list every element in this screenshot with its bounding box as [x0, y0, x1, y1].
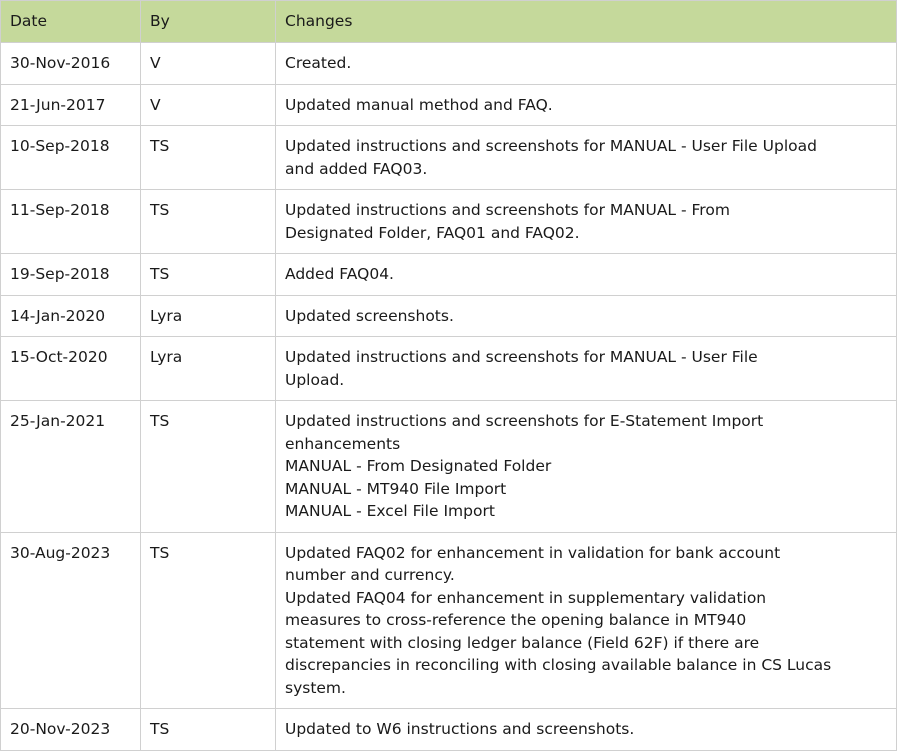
cell-by: V [141, 84, 276, 126]
cell-by: Lyra [141, 295, 276, 337]
cell-changes [276, 126, 897, 190]
cell-by: TS [141, 401, 276, 533]
cell-date: 30-Aug-2023 [1, 532, 141, 709]
table-row [1, 84, 897, 126]
change-line: enhancements [285, 434, 401, 453]
cell-by: TS [141, 532, 276, 709]
cell-changes [276, 190, 897, 254]
cell-date: 21-Jun-2017 [1, 84, 141, 126]
change-line: Updated instructions and screenshots for MANUAL - User File [285, 348, 758, 366]
change-line: Updated FAQ04 for enhancement in supplementary validation [285, 588, 767, 607]
change-line: discrepancies in reconciling with closing available balance in CS Lucas [285, 656, 832, 674]
cell-changes [276, 43, 897, 85]
cell-by: TS [141, 709, 276, 751]
cell-date: 10-Sep-2018 [1, 126, 141, 190]
change-line: Created. [285, 54, 352, 72]
cell-changes [276, 84, 897, 126]
change-line: MANUAL - MT940 File Import [285, 479, 507, 498]
table-row [1, 337, 897, 401]
change-line: number and currency. [285, 566, 455, 584]
change-line: Updated to W6 instructions and screenshots. [285, 720, 635, 738]
table-row [1, 709, 897, 751]
cell-by: TS [141, 190, 276, 254]
change-line: statement with closing ledger balance (Field 62F) if there are [285, 633, 760, 652]
cell-date: 14-Jan-2020 [1, 295, 141, 337]
cell-date: 15-Oct-2020 [1, 337, 141, 401]
change-line: MANUAL - Excel File Import [285, 502, 495, 520]
cell-changes [276, 401, 897, 533]
table-row [1, 401, 897, 533]
table-header [1, 1, 897, 43]
change-line: Updated instructions and screenshots for E-Statement Import [285, 412, 764, 430]
cell-by: V [141, 43, 276, 85]
table-body [1, 43, 897, 751]
cell-by: TS [141, 254, 276, 296]
change-line: Designated Folder, FAQ01 and FAQ02. [285, 223, 580, 242]
change-line: MANUAL - From Designated Folder [285, 457, 552, 475]
table-row [1, 43, 897, 85]
table-row [1, 254, 897, 296]
change-line: Updated instructions and screenshots for MANUAL - User File Upload [285, 137, 817, 155]
change-line: system. [285, 678, 346, 697]
cell-date: 11-Sep-2018 [1, 190, 141, 254]
cell-date: 25-Jan-2021 [1, 401, 141, 533]
change-line: Updated manual method and FAQ. [285, 95, 553, 114]
cell-by: TS [141, 126, 276, 190]
change-line: Added FAQ04. [285, 265, 394, 283]
header-by: By [141, 1, 276, 43]
table-row [1, 295, 897, 337]
cell-changes [276, 337, 897, 401]
cell-by: Lyra [141, 337, 276, 401]
change-line: Upload. [285, 370, 345, 389]
cell-changes [276, 295, 897, 337]
cell-date: 19-Sep-2018 [1, 254, 141, 296]
table-row [1, 126, 897, 190]
cell-changes [276, 532, 897, 709]
cell-date: 20-Nov-2023 [1, 709, 141, 751]
header-date: Date [1, 1, 141, 43]
change-line: measures to cross-reference the opening balance in MT940 [285, 611, 747, 629]
change-line: Updated instructions and screenshots for MANUAL - From [285, 201, 730, 219]
cell-date: 30-Nov-2016 [1, 43, 141, 85]
cell-changes [276, 709, 897, 751]
change-line: Updated screenshots. [285, 306, 454, 325]
table-row [1, 532, 897, 709]
header-changes: Changes [276, 1, 897, 43]
cell-changes [276, 254, 897, 296]
header-row [1, 1, 897, 43]
change-line: and added FAQ03. [285, 159, 428, 178]
change-line: Updated FAQ02 for enhancement in validation for bank account [285, 543, 781, 562]
table-row [1, 190, 897, 254]
